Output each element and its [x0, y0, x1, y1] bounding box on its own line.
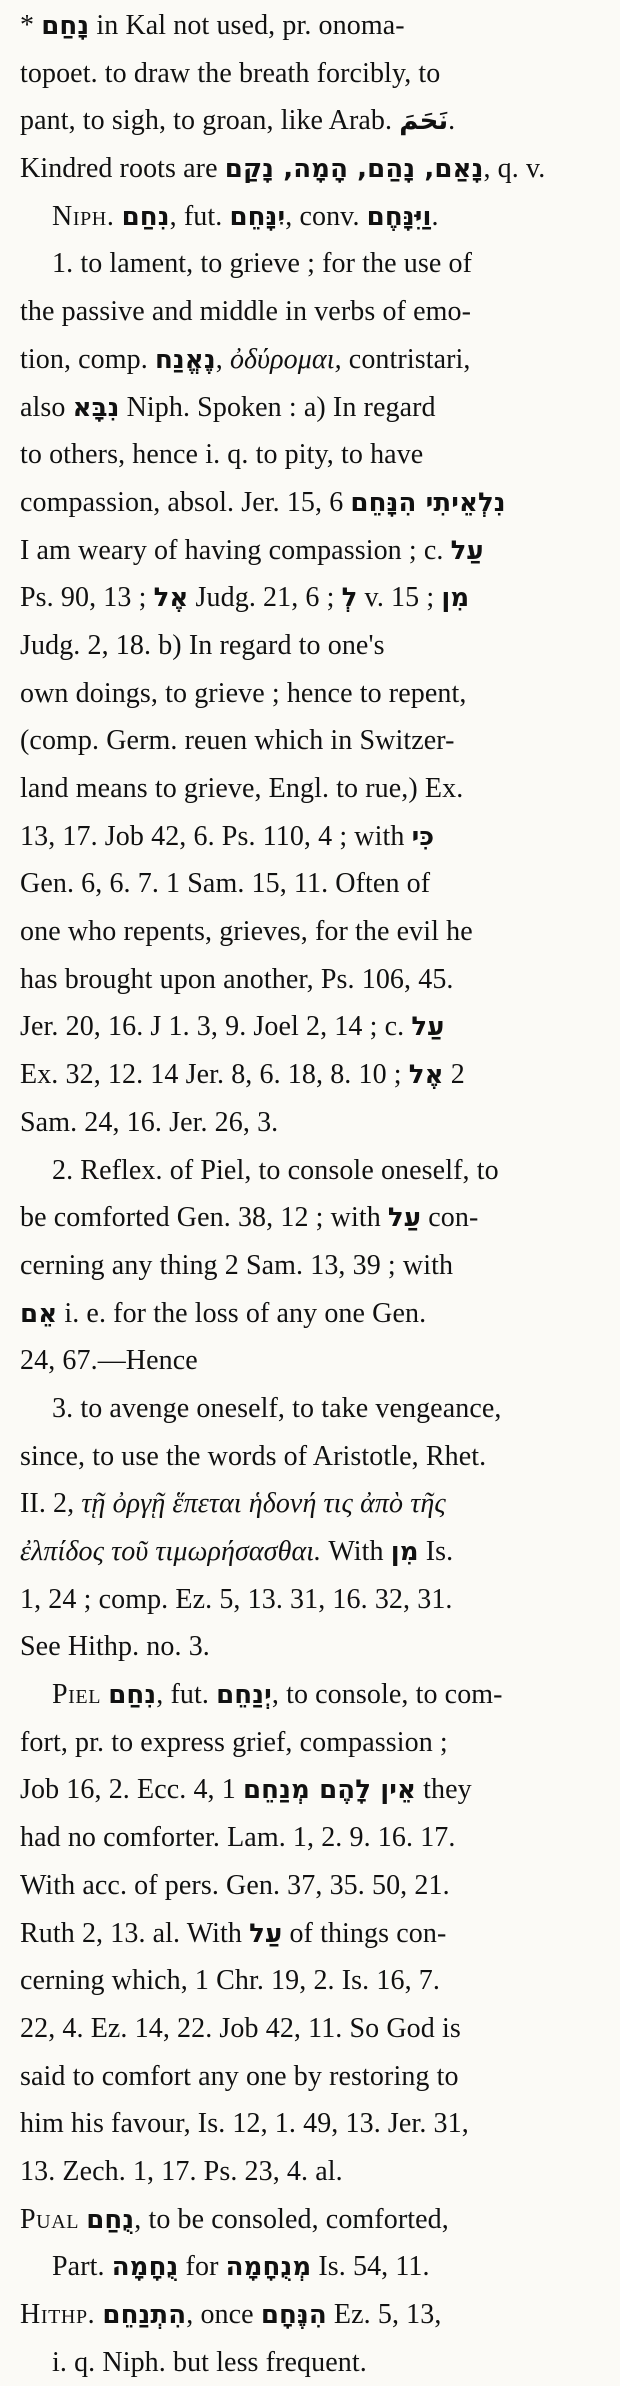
italic-gloss: to grieve ;	[165, 677, 280, 709]
text-line	[20, 1337, 608, 1385]
text-run: , once	[186, 2299, 261, 2330]
text-line	[20, 1147, 608, 1195]
text-run: (comp. Germ.	[20, 725, 185, 757]
text-line	[20, 479, 608, 527]
italic-gloss: to console, to com-	[286, 1679, 503, 1711]
text-run: one who	[20, 916, 124, 948]
italic-gloss: to rue,	[336, 773, 409, 804]
stem-label: Pual	[20, 2203, 80, 2235]
italic-gloss: to lament, to grieve ;	[80, 248, 316, 280]
italic-gloss: had no comforter.	[20, 1822, 220, 1854]
italic-gloss: to be consoled, comforted,	[148, 2203, 449, 2235]
italic-gloss: to	[418, 57, 441, 89]
text-run: like Arab.	[273, 105, 400, 137]
text-run: Gen. 6, 6. 7. 1 Sam. 15, 11. Often of	[20, 868, 431, 900]
text-run: has brought upon another, Ps. 106, 45.	[20, 963, 454, 995]
text-line	[20, 97, 608, 145]
text-run: With acc. of pers. Gen. 37, 35. 50, 21.	[20, 1869, 450, 1901]
italic-gloss: they	[423, 1774, 472, 1806]
italic-gloss: cerning	[20, 1249, 105, 1281]
text-run: 22, 4. Ez. 14, 22. Job 42, 11. So God is	[20, 2012, 461, 2044]
text-run: See Hithp. no. 3.	[20, 1631, 210, 1663]
text-line	[20, 2100, 608, 2148]
text-run: II. 2,	[20, 1488, 82, 1520]
text-run	[79, 2204, 86, 2235]
stem-label: Hithp.	[20, 2299, 96, 2330]
text-run: 24, 67.—Hence	[20, 1345, 198, 1377]
hebrew-word: אֶל	[408, 1060, 444, 1091]
text-run: absol. Jer. 15, 6	[160, 486, 351, 518]
stem-label: Niph.	[52, 200, 115, 232]
text-run: Kindred roots are	[20, 153, 225, 185]
greek-quote: τῇ ὀργῇ ἕπεται ἡδονή τις ἀπὸ τῆς	[81, 1488, 446, 1520]
hebrew-word: עַל	[387, 1203, 422, 1234]
text-line	[20, 1957, 608, 2005]
text-run: ) Ex.	[408, 773, 464, 804]
hebrew-word: כִּי	[411, 821, 435, 852]
text-run: topoet. to draw the breath forcibly,	[20, 57, 419, 89]
text-run: for	[178, 2251, 226, 2283]
hebrew-word: נֻחַם	[86, 2204, 135, 2235]
text-run: Judg. 21, 6 ;	[188, 582, 342, 614]
text-line	[20, 2291, 608, 2339]
text-line	[20, 2196, 608, 2244]
text-line	[20, 622, 608, 670]
text-run: , q. v.	[483, 153, 546, 185]
text-run: .	[448, 105, 456, 137]
text-line	[20, 1671, 608, 1719]
hebrew-word: נָאַם, נָהַם, הָמָה, נָקַם	[224, 154, 484, 185]
text-run: Sam. 24, 16. Jer. 26, 3.	[20, 1106, 279, 1138]
text-line	[20, 2243, 608, 2291]
text-line	[20, 1433, 608, 1481]
text-run: *	[20, 10, 42, 41]
text-run: Gen. 38, 12 ; with	[169, 1202, 388, 1234]
text-run: ,	[134, 2203, 149, 2235]
text-line	[20, 717, 608, 765]
text-line	[20, 2053, 608, 2101]
text-run: tion, comp.	[20, 343, 155, 375]
text-run: in Kal not used, pr. onoma-	[89, 10, 405, 41]
text-run: i. e. for the loss of any one Gen.	[57, 1297, 427, 1329]
hebrew-word: מִן	[441, 583, 470, 614]
hebrew-word: נֻחָמָה	[111, 2252, 179, 2283]
text-line	[20, 908, 608, 956]
text-run: Lam. 1, 2. 9. 16. 17.	[219, 1822, 456, 1854]
text-line	[20, 240, 608, 288]
text-run: , fut.	[169, 200, 230, 232]
italic-gloss: con-	[396, 1917, 447, 1949]
hebrew-word: נָחַם	[41, 11, 90, 41]
hebrew-word: נִלְאֵיתִי הִנָּחֵם	[350, 487, 506, 518]
hebrew-word: נִבָּא	[72, 392, 120, 423]
text-run	[342, 344, 349, 375]
text-run: Ex. 32, 12. 14 Jer. 8, 6. 18, 8. 10 ;	[20, 1059, 409, 1091]
text-run: Part.	[52, 2251, 112, 2283]
text-run: Ez. 5, 13,	[326, 2299, 442, 2330]
hebrew-word: אֶל	[153, 583, 189, 614]
text-run: 13, 17. Job 42, 6. Ps. 110, 4 ; with	[20, 820, 412, 852]
text-line	[20, 765, 608, 813]
text-line	[20, 1862, 608, 1910]
text-run: With	[321, 1536, 391, 1567]
text-run: 2. Reflex. of Piel,	[52, 1154, 259, 1186]
text-run: , fut.	[156, 1679, 217, 1711]
text-run: hence	[279, 677, 360, 709]
italic-gloss: to repent,	[359, 677, 467, 709]
text-run: 2	[443, 1059, 465, 1091]
text-run: for the evil he	[307, 916, 473, 948]
text-run: 3.	[52, 1392, 81, 1424]
text-line	[20, 1719, 608, 1767]
text-line	[20, 1194, 608, 1242]
text-run: land means to grieve, Engl.	[20, 773, 337, 804]
text-run: own doings,	[20, 677, 166, 709]
italic-gloss: reuen	[184, 725, 248, 757]
italic-gloss: con-	[428, 1202, 479, 1234]
italic-gloss: to comfort	[72, 2060, 192, 2092]
italic-gloss: fort,	[20, 1726, 68, 1758]
text-run: also	[20, 391, 73, 423]
text-line	[20, 1576, 608, 1624]
greek-quote: ὀδύρομαι,	[229, 343, 342, 375]
text-run: ,	[215, 343, 230, 375]
text-run: which in Switzer-	[247, 725, 455, 757]
hebrew-word: לְ	[341, 583, 358, 614]
text-run: Job 16, 2. Ecc. 4, 1	[20, 1774, 243, 1806]
hebrew-word: נִחַם	[121, 201, 170, 232]
text-run: Ruth 2, 13. al. With	[20, 1917, 250, 1949]
text-run: Ps. 90, 13 ;	[20, 582, 154, 614]
italic-gloss: repents, grieves,	[123, 916, 308, 948]
text-line	[20, 336, 608, 384]
italic-gloss: I am weary of having compassion ;	[20, 534, 417, 566]
text-run: i. q. Niph. but less frequent.	[52, 2346, 367, 2378]
text-line	[20, 1623, 608, 1671]
text-run: v. 15 ;	[357, 582, 442, 614]
text-line	[20, 145, 608, 193]
italic-gloss: pant, to sigh, to groan,	[20, 105, 274, 137]
text-run: 13. Zech. 1, 17. Ps. 23, 4. al.	[20, 2155, 343, 2187]
text-line	[20, 193, 608, 241]
text-run: Is.	[418, 1536, 454, 1567]
text-line	[20, 2148, 608, 2196]
hebrew-word: הִתְנַחֵם	[102, 2300, 187, 2330]
hebrew-word: הִנֶּחָם	[260, 2300, 327, 2330]
text-run: Judg. 2, 18. b) In regard to one's	[20, 629, 385, 661]
italic-gloss: to pity, to have	[255, 439, 424, 471]
text-line	[20, 384, 608, 432]
text-run: him his favour, Is. 12, 1. 49, 13. Jer. 31,	[20, 2108, 469, 2140]
hebrew-word: נִחַם	[108, 1680, 157, 1711]
text-line	[20, 1480, 608, 1528]
text-run: for the use of	[315, 248, 473, 280]
text-run: said	[20, 2060, 73, 2092]
text-run: which, 1 Chr. 19, 2. Is. 16, 7.	[104, 1965, 440, 1997]
italic-gloss: to console oneself, to	[258, 1154, 499, 1186]
text-line	[20, 860, 608, 908]
hebrew-word: מִן	[390, 1537, 419, 1567]
greek-quote: ἐλπίδος τοῦ τιμωρήσασθαι.	[20, 1536, 322, 1567]
text-line	[20, 813, 608, 861]
italic-gloss: to avenge oneself, to take vengeance,	[80, 1392, 502, 1424]
text-line	[20, 670, 608, 718]
text-run: to others, hence i. q.	[20, 439, 256, 471]
text-run	[114, 201, 121, 232]
text-run: ,	[271, 1679, 287, 1711]
text-line	[20, 1290, 608, 1338]
text-line	[20, 1814, 608, 1862]
hebrew-word: מְנֻחָמָה	[225, 2252, 312, 2283]
text-run: of things	[282, 1917, 397, 1949]
italic-gloss: compassion,	[20, 486, 161, 518]
text-run: Niph. Spoken : a) In regard	[119, 391, 436, 423]
text-line	[20, 527, 608, 575]
italic-gloss: contristari,	[348, 343, 471, 375]
italic-gloss: be comforted	[20, 1202, 170, 1234]
text-run: , conv.	[285, 200, 367, 232]
hebrew-word: יְנַחֵם	[216, 1680, 272, 1711]
text-line	[20, 1242, 608, 1290]
hebrew-word: אֵין לָהֶם מְנַחֵם	[242, 1775, 417, 1806]
text-run: any thing 2 Sam. 13, 39 ; with	[104, 1249, 454, 1281]
text-line	[20, 956, 608, 1004]
italic-gloss: cerning	[20, 1965, 105, 1997]
text-line	[20, 1003, 608, 1051]
text-line	[20, 50, 608, 98]
text-line	[20, 1099, 608, 1147]
text-line	[20, 1051, 608, 1099]
hebrew-word: נֶאֱנַח	[154, 344, 216, 375]
hebrew-word: עַל	[450, 535, 484, 566]
stem-label: Piel	[52, 1679, 102, 1711]
text-run: the passive and middle in verbs of emo-	[20, 296, 472, 328]
text-run: c.	[416, 534, 451, 566]
hebrew-word: نَحَمَ	[399, 106, 449, 137]
text-run: Is. 54, 11.	[311, 2251, 430, 2283]
text-line	[20, 1910, 608, 1958]
text-line	[20, 288, 608, 336]
text-line	[20, 2005, 608, 2053]
text-line	[20, 574, 608, 622]
text-run: Jer. 20, 16. J 1. 3, 9. Joel 2, 14 ; c.	[20, 1011, 412, 1043]
text-run	[95, 2299, 102, 2330]
text-run: .	[431, 200, 439, 232]
text-line	[20, 1766, 608, 1814]
hebrew-word: עַל	[411, 1012, 445, 1043]
text-run: pr. to express grief, compassion ;	[67, 1726, 448, 1758]
hebrew-word: וַיִּנָּחֶם	[366, 201, 432, 232]
text-line	[20, 431, 608, 479]
text-run: 1, 24 ; comp. Ez. 5, 13. 31, 16. 32, 31.	[20, 1583, 453, 1615]
text-run: any one by restoring to	[191, 2060, 459, 2092]
text-run: 1.	[52, 248, 81, 280]
text-run: since, to use the words of Aristotle, Rhet.	[20, 1440, 487, 1472]
hebrew-word: עַל	[249, 1918, 283, 1949]
hebrew-word: יִנָּחֵם	[229, 201, 286, 232]
text-line	[20, 1528, 608, 1576]
text-line	[20, 2, 608, 50]
text-line	[20, 1385, 608, 1433]
hebrew-word: אֵם	[20, 1298, 58, 1329]
text-line	[20, 2339, 608, 2386]
